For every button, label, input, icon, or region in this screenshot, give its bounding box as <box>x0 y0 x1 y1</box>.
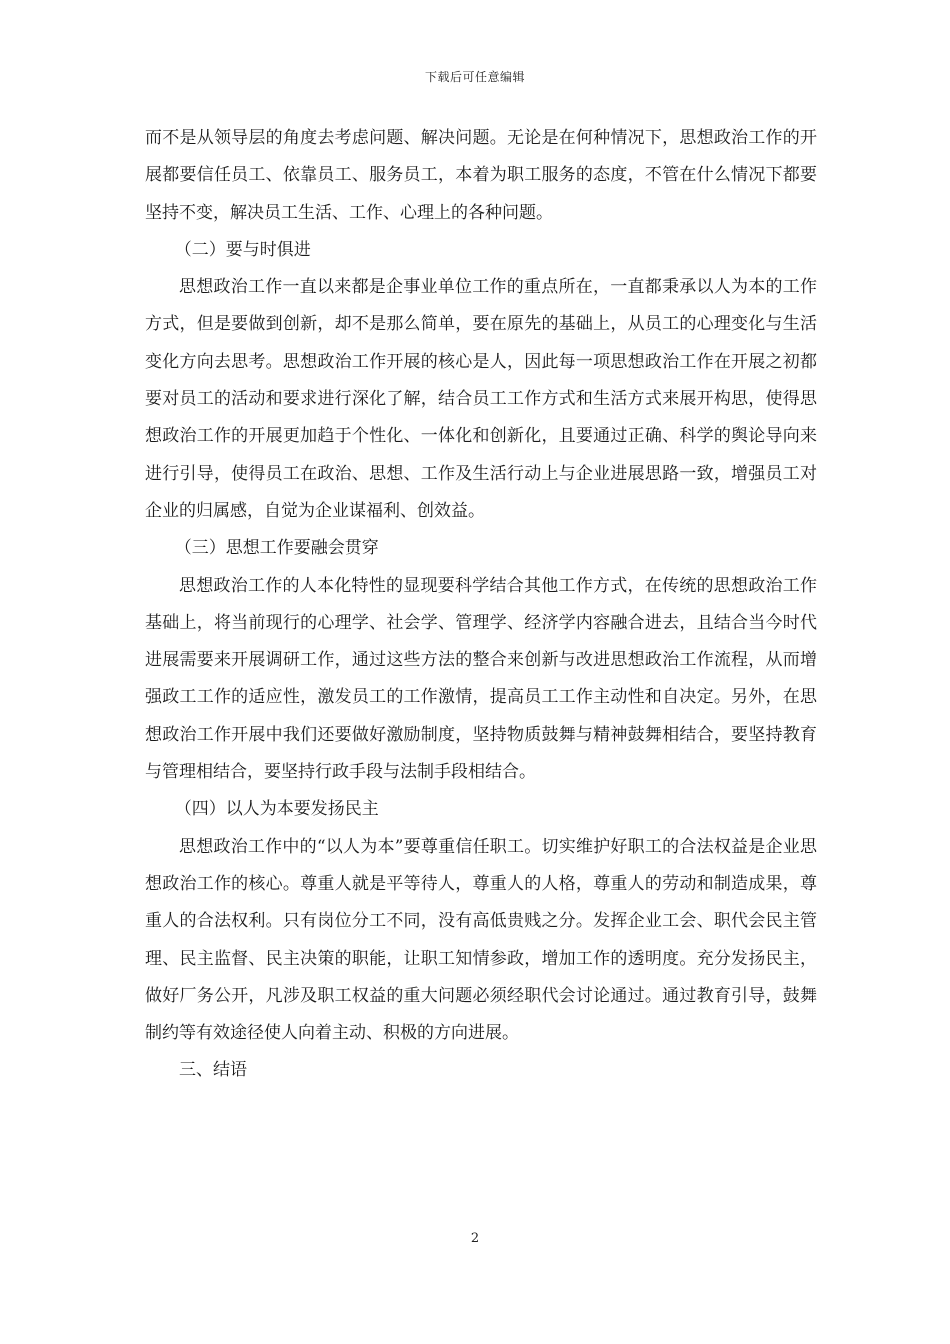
page-header: 下载后可任意编辑 <box>424 70 525 84</box>
paragraph-keep-pace: 思想政治工作一直以来都是企事业单位工作的重点所在，一直都秉承以人为本的工作方式，但是要做到创新，却不是那么简单，要在原先的基础上，从员工的心理变化与生活变化方向去思考。思想政治工作开展的核心是人，因此每一项思想政治工作在开展之初都要对员工的活动和要求进行深化了解，结合员工工作方式和生活方式来展开构思，使得思想政治工作的开展更加趋于个性化、一体化和创新化，且要通过正确、科学的舆论导向来进行引导，使得员工在政治、思想、工作及生活行动上与企业进展思路一致，增强员工对企业的归属感，自觉为企业谋福利、创效益。 <box>145 277 817 521</box>
paragraph-integration: 思想政治工作的人本化特性的显现要科学结合其他工作方式，在传统的思想政治工作基础上，将当前现行的心理学、社会学、管理学、经济学内容融合进去，且结合当今时代进展需要来开展调研工作，通过这些方法的整合来创新与改进思想政治工作流程，从而增强政工工作的适应性，激发员工的工作激情，提高员工工作主动性和自决定。另外，在思想政治工作开展中我们还要做好激励制度，坚持物质鼓舞与精神鼓舞相结合，要坚持教育与管理相结合，要坚持行政手段与法制手段相结合。 <box>145 575 817 783</box>
section-heading-3: （三）思想工作要融会贯穿 <box>174 538 379 559</box>
section-heading-conclusion: 三、结语 <box>179 1060 247 1081</box>
section-heading-2: （二）要与时俱进 <box>174 239 311 260</box>
paragraph-democracy: 思想政治工作中的“以人为本”要尊重信任职工。切实维护好职工的合法权益是企业思想政治工作的核心。尊重人就是平等待人，尊重人的人格，尊重人的劳动和制造成果，尊重人的合法权利。只有岗位分工不同，没有高低贵贱之分。发挥企业工会、职代会民主管理、民主监督、民主决策的职能，让职工知情参政，增加工作的透明度。充分发扬民主，做好厂务公开，凡涉及职工权益的重大问题必须经职代会讨论通过。通过教育引导，鼓舞制约等有效途径使人向着主动、积极的方向进展。 <box>145 836 817 1044</box>
page-number: 2 <box>470 1231 480 1246</box>
paragraph-continued: 而不是从领导层的角度去考虑问题、解决问题。无论是在何种情况下，思想政治工作的开展都要信任员工、依靠员工、服务员工，本着为职工服务的态度，不管在什么情况下都要坚持不变，解决员工生活、工作、心理上的各种问题。 <box>145 128 817 223</box>
document-body <box>145 120 817 1090</box>
section-heading-4: （四）以人为本要发扬民主 <box>174 799 379 820</box>
